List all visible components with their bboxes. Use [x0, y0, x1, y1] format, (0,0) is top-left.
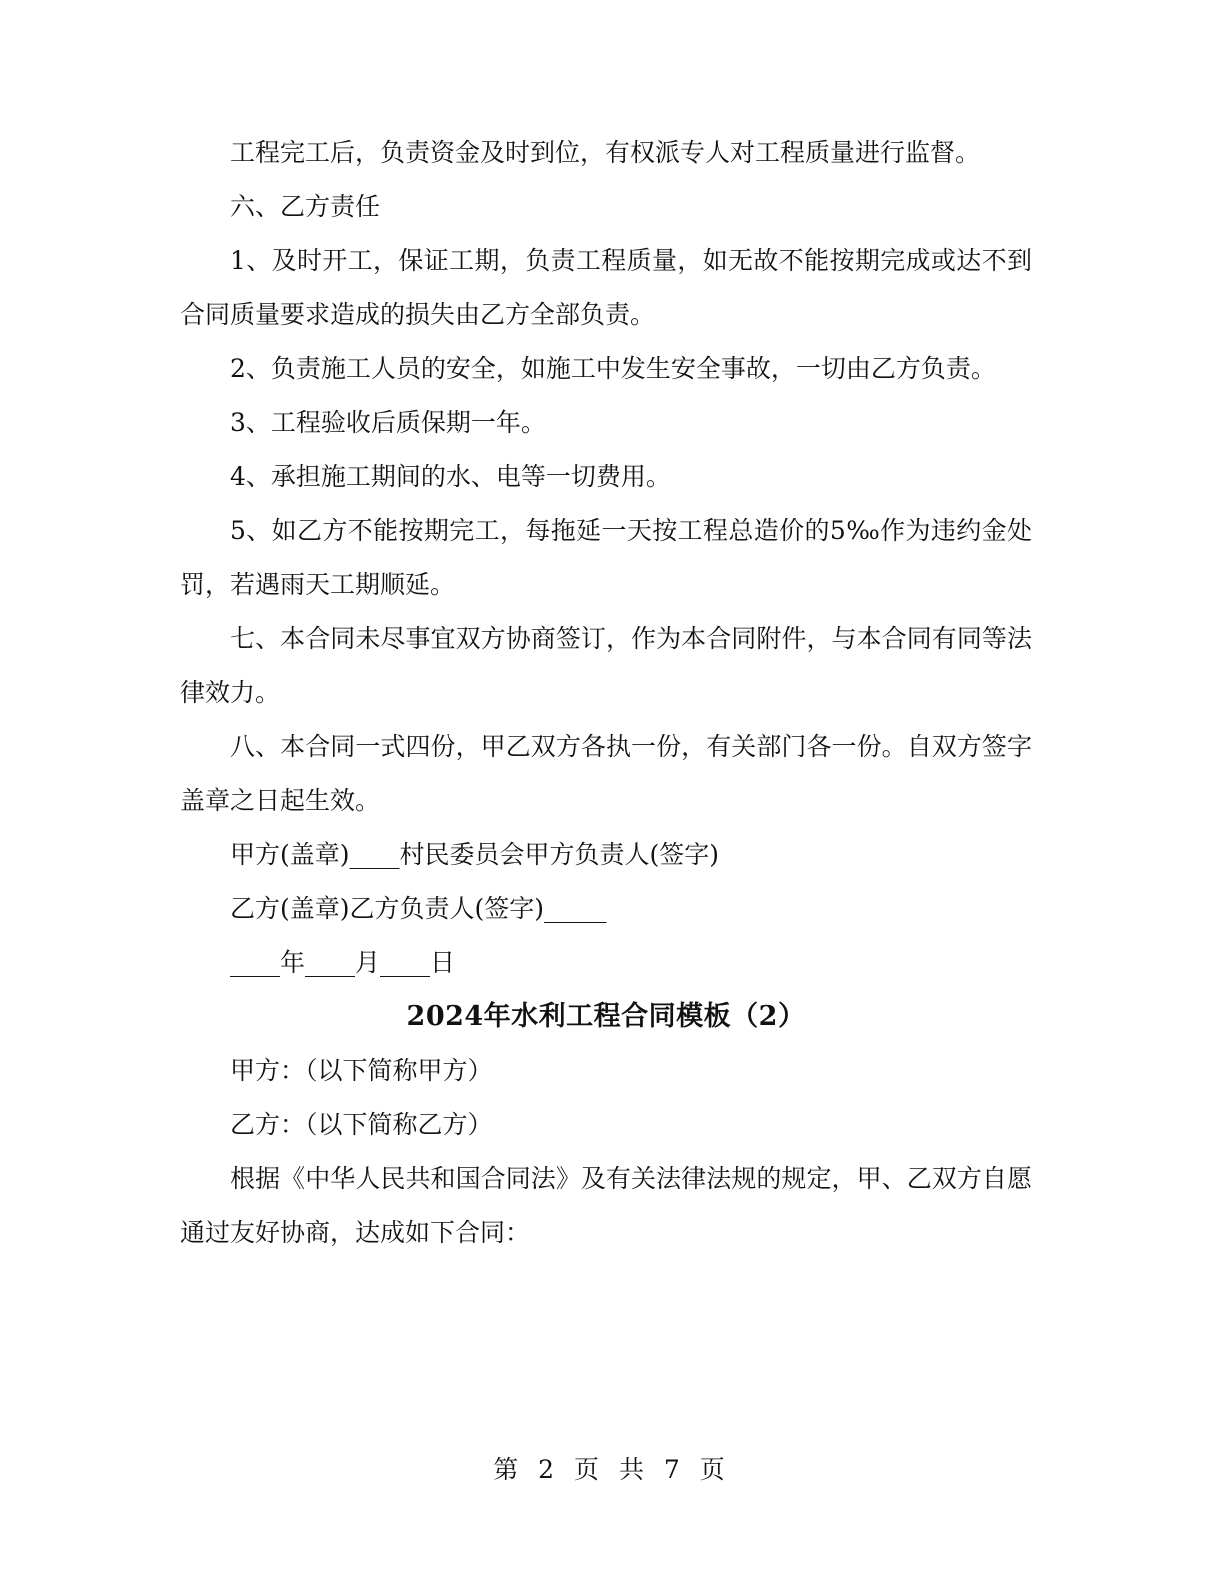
paragraph: 工程完工后，负责资金及时到位，有权派专人对工程质量进行监督。 [230, 138, 981, 167]
paragraph: 八、本合同一式四份，甲乙双方各执一份，有关部门各一份。自双方签字盖章之日起生效。 [180, 732, 1032, 815]
section-title: 2024年水利工程合同模板（2） [406, 1001, 806, 1032]
party-a-line: 甲方：（以下简称甲方） [230, 1056, 493, 1085]
party-b-line: 乙方：（以下简称乙方） [230, 1110, 493, 1139]
page-number-footer: 第 2 页 共 7 页 [493, 1455, 731, 1484]
paragraph: 2、负责施工人员的安全，如施工中发生安全事故，一切由乙方负责。 [230, 354, 996, 383]
document-body [180, 126, 1032, 1260]
paragraph: 5、如乙方不能按期完工，每拖延一天按工程总造价的5‰作为违约金处罚，若遇雨天工期顺延。 [180, 516, 1032, 599]
paragraph: 七、本合同未尽事宜双方协商签订，作为本合同附件，与本合同有同等法律效力。 [180, 624, 1032, 707]
paragraph: 根据《中华人民共和国合同法》及有关法律法规的规定，甲、乙双方自愿通过友好协商，达成如下合同： [180, 1164, 1032, 1247]
signature-line-party-b: 乙方(盖章)乙方负责人(签字)_____ [230, 894, 607, 923]
section-heading-party-b-duties: 六、乙方责任 [230, 192, 381, 221]
paragraph: 4、承担施工期间的水、电等一切费用。 [230, 462, 671, 491]
paragraph: 3、工程验收后质保期一年。 [230, 408, 546, 437]
signature-line-party-a: 甲方(盖章)____村民委员会甲方负责人(签字) [230, 840, 720, 869]
paragraph: 1、及时开工，保证工期，负责工程质量，如无故不能按期完成或达不到合同质量要求造成的损失由乙方全部负责。 [180, 246, 1032, 329]
date-line: ____年____月____日 [230, 948, 456, 977]
